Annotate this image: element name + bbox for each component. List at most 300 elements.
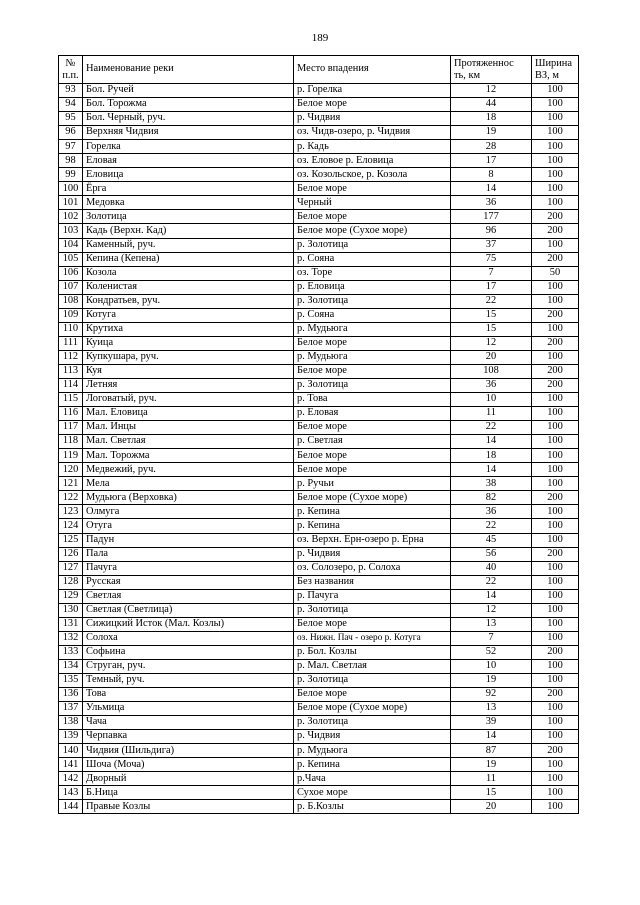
mouth-place-cell: Сухое море [294,786,451,800]
row-number-cell: 97 [59,140,83,154]
table-row [59,786,579,800]
mouth-place-cell: р. Золотица [294,673,451,687]
table-row [59,98,579,112]
length-cell: 36 [451,505,532,519]
river-name-cell: Чача [83,716,294,730]
river-name-cell: Бол. Черный, руч. [83,112,294,126]
width-cell: 200 [532,645,579,659]
length-cell: 96 [451,224,532,238]
river-name-cell: Логоватый, руч. [83,393,294,407]
table-row [59,196,579,210]
width-cell: 200 [532,336,579,350]
mouth-place-cell: Белое море [294,98,451,112]
mouth-place-cell: Белое море [294,336,451,350]
row-number-cell: 99 [59,168,83,182]
row-number-cell: 131 [59,617,83,631]
width-cell: 100 [532,589,579,603]
length-cell: 92 [451,688,532,702]
row-number-cell: 98 [59,154,83,168]
width-cell: 100 [532,561,579,575]
table-row [59,449,579,463]
width-cell: 100 [532,449,579,463]
row-number-cell: 125 [59,533,83,547]
mouth-place-cell: оз. Козольское, р. Козола [294,168,451,182]
table-row [59,758,579,772]
mouth-place-cell: р. Золотица [294,716,451,730]
table-header-row [59,56,579,84]
table-row [59,266,579,280]
mouth-place-cell: р. Пачуга [294,589,451,603]
rivers-table [58,55,579,814]
mouth-place-cell: р. Това [294,393,451,407]
length-cell: 20 [451,350,532,364]
table-row [59,730,579,744]
table-row [59,210,579,224]
row-number-cell: 95 [59,112,83,126]
width-cell: 100 [532,182,579,196]
width-cell: 200 [532,378,579,392]
length-cell: 14 [451,589,532,603]
mouth-place-cell: р. Чидвия [294,112,451,126]
table-row [59,645,579,659]
length-cell: 15 [451,308,532,322]
table-row [59,350,579,364]
river-name-cell: Кондратьев, руч. [83,294,294,308]
row-number-cell: 132 [59,631,83,645]
width-cell: 100 [532,603,579,617]
length-cell: 177 [451,210,532,224]
mouth-place-cell: оз. Торе [294,266,451,280]
river-name-cell: Мал. Светлая [83,435,294,449]
river-name-cell: Коленистая [83,280,294,294]
row-number-cell: 96 [59,126,83,140]
table-row [59,673,579,687]
mouth-place-cell: р. Сояна [294,252,451,266]
width-cell: 100 [532,168,579,182]
length-cell: 7 [451,631,532,645]
header-river-name: Наименование реки [83,56,294,84]
width-cell: 50 [532,266,579,280]
width-cell: 200 [532,210,579,224]
river-name-cell: Мал. Еловица [83,407,294,421]
width-cell: 100 [532,196,579,210]
mouth-place-cell: р. Золотица [294,294,451,308]
header-number-line1: № [65,57,76,69]
width-cell: 200 [532,364,579,378]
river-name-cell: Темный, руч. [83,673,294,687]
river-name-cell: Верхняя Чидвия [83,126,294,140]
length-cell: 15 [451,322,532,336]
river-name-cell: Летняя [83,378,294,392]
table-body [59,84,579,814]
table-row [59,280,579,294]
header-number [59,56,83,84]
length-cell: 8 [451,168,532,182]
river-name-cell: Ульмица [83,702,294,716]
length-cell: 19 [451,758,532,772]
width-cell: 100 [532,350,579,364]
length-cell: 108 [451,364,532,378]
mouth-place-cell: р. Мал. Светлая [294,659,451,673]
mouth-place-cell: Белое море [294,449,451,463]
river-name-cell: Куя [83,364,294,378]
table-row [59,393,579,407]
mouth-place-cell: р. Бол. Козлы [294,645,451,659]
length-cell: 45 [451,533,532,547]
river-name-cell: Падун [83,533,294,547]
width-cell: 100 [532,772,579,786]
row-number-cell: 123 [59,505,83,519]
row-number-cell: 93 [59,84,83,98]
mouth-place-cell: р. Кепина [294,505,451,519]
row-number-cell: 120 [59,463,83,477]
length-cell: 75 [451,252,532,266]
mouth-place-cell: р. Чидвия [294,730,451,744]
mouth-place-cell: р. Кепина [294,758,451,772]
table-row [59,772,579,786]
row-number-cell: 94 [59,98,83,112]
row-number-cell: 106 [59,266,83,280]
width-cell: 100 [532,730,579,744]
river-name-cell: Светлая [83,589,294,603]
length-cell: 17 [451,280,532,294]
river-name-cell: Медвежий, руч. [83,463,294,477]
mouth-place-cell: р. Светлая [294,435,451,449]
length-cell: 22 [451,421,532,435]
table-row [59,238,579,252]
mouth-place-cell: Белое море (Сухое море) [294,224,451,238]
river-name-cell: Кепина (Кепена) [83,252,294,266]
length-cell: 56 [451,547,532,561]
width-cell: 100 [532,280,579,294]
mouth-place-cell: оз. Еловое р. Еловица [294,154,451,168]
row-number-cell: 143 [59,786,83,800]
row-number-cell: 138 [59,716,83,730]
table-row [59,421,579,435]
width-cell: 100 [532,505,579,519]
mouth-place-cell: Белое море [294,617,451,631]
row-number-cell: 105 [59,252,83,266]
river-name-cell: Купкушара, руч. [83,350,294,364]
width-cell: 100 [532,407,579,421]
mouth-place-cell: р. Кепина [294,519,451,533]
table-row [59,617,579,631]
river-name-cell: Олмуга [83,505,294,519]
mouth-place-cell: Белое море [294,182,451,196]
row-number-cell: 126 [59,547,83,561]
length-cell: 13 [451,617,532,631]
mouth-place-cell: Без названия [294,575,451,589]
mouth-place-cell: р. Кадь [294,140,451,154]
length-cell: 36 [451,196,532,210]
length-cell: 37 [451,238,532,252]
width-cell: 100 [532,575,579,589]
table-row [59,336,579,350]
length-cell: 14 [451,730,532,744]
row-number-cell: 113 [59,364,83,378]
row-number-cell: 129 [59,589,83,603]
table-row [59,477,579,491]
length-cell: 36 [451,378,532,392]
length-cell: 44 [451,98,532,112]
mouth-place-cell: р. Сояна [294,308,451,322]
table-row [59,140,579,154]
width-cell: 100 [532,519,579,533]
table-row [59,84,579,98]
length-cell: 40 [451,561,532,575]
row-number-cell: 115 [59,393,83,407]
row-number-cell: 103 [59,224,83,238]
river-name-cell: Еловая [83,154,294,168]
mouth-place-cell: Черный [294,196,451,210]
row-number-cell: 119 [59,449,83,463]
length-cell: 28 [451,140,532,154]
table-row [59,589,579,603]
mouth-place-cell: р. Мудьюга [294,350,451,364]
row-number-cell: 144 [59,800,83,814]
table-row [59,688,579,702]
length-cell: 19 [451,673,532,687]
row-number-cell: 110 [59,322,83,336]
table-row [59,126,579,140]
header-mouth-place: Место впадения [294,56,451,84]
length-cell: 14 [451,463,532,477]
mouth-place-cell: р. Мудьюга [294,322,451,336]
length-cell: 15 [451,786,532,800]
row-number-cell: 107 [59,280,83,294]
width-cell: 100 [532,533,579,547]
river-name-cell: Кадь (Верхн. Кад) [83,224,294,238]
header-length-line1: Протяженнос [454,57,514,69]
length-cell: 10 [451,393,532,407]
river-name-cell: Черпавка [83,730,294,744]
table-row [59,308,579,322]
mouth-place-cell: р. Б.Козлы [294,800,451,814]
river-name-cell: Правые Козлы [83,800,294,814]
river-name-cell: Пала [83,547,294,561]
river-name-cell: Медовка [83,196,294,210]
length-cell: 10 [451,659,532,673]
river-name-cell: Козола [83,266,294,280]
length-cell: 22 [451,294,532,308]
width-cell: 100 [532,800,579,814]
river-name-cell: Това [83,688,294,702]
width-cell: 200 [532,547,579,561]
width-cell: 100 [532,716,579,730]
table-row [59,491,579,505]
header-width [532,56,579,84]
length-cell: 82 [451,491,532,505]
width-cell: 100 [532,84,579,98]
river-name-cell: Мудьюга (Верховка) [83,491,294,505]
header-width-line1: Ширина [535,57,572,69]
mouth-place-cell: Белое море [294,364,451,378]
river-name-cell: Мал. Инцы [83,421,294,435]
row-number-cell: 127 [59,561,83,575]
table-row [59,519,579,533]
row-number-cell: 141 [59,758,83,772]
mouth-place-cell: р. Чидвия [294,547,451,561]
row-number-cell: 142 [59,772,83,786]
table-row [59,702,579,716]
mouth-place-cell: Белое море (Сухое море) [294,491,451,505]
length-cell: 87 [451,744,532,758]
length-cell: 18 [451,112,532,126]
header-length [451,56,532,84]
width-cell: 100 [532,154,579,168]
row-number-cell: 111 [59,336,83,350]
river-name-cell: Солоха [83,631,294,645]
mouth-place-cell: оз. Солозеро, р. Солоха [294,561,451,575]
river-name-cell: Русская [83,575,294,589]
mouth-place-cell: оз. Верхн. Ерн-озеро р. Ерна [294,533,451,547]
river-name-cell: Струган, руч. [83,659,294,673]
table-row [59,322,579,336]
width-cell: 200 [532,252,579,266]
table-row [59,154,579,168]
river-name-cell: Мал. Торожма [83,449,294,463]
length-cell: 20 [451,800,532,814]
width-cell: 100 [532,393,579,407]
width-cell: 100 [532,786,579,800]
table-row [59,378,579,392]
river-name-cell: Бол. Ручей [83,84,294,98]
river-name-cell: Каменный, руч. [83,238,294,252]
table-row [59,505,579,519]
header-width-line2: ВЗ, м [535,69,559,81]
row-number-cell: 116 [59,407,83,421]
table-row [59,182,579,196]
table-row [59,168,579,182]
length-cell: 22 [451,519,532,533]
length-cell: 11 [451,407,532,421]
row-number-cell: 130 [59,603,83,617]
table-row [59,716,579,730]
river-name-cell: Отуга [83,519,294,533]
row-number-cell: 133 [59,645,83,659]
width-cell: 200 [532,744,579,758]
width-cell: 100 [532,463,579,477]
width-cell: 100 [532,477,579,491]
row-number-cell: 109 [59,308,83,322]
table-row [59,800,579,814]
row-number-cell: 121 [59,477,83,491]
length-cell: 14 [451,435,532,449]
mouth-place-cell: р. Еловица [294,280,451,294]
length-cell: 12 [451,84,532,98]
mouth-place-cell: Белое море [294,688,451,702]
table-row [59,603,579,617]
width-cell: 200 [532,688,579,702]
width-cell: 100 [532,294,579,308]
row-number-cell: 136 [59,688,83,702]
table-row [59,561,579,575]
mouth-place-cell: р. Золотица [294,378,451,392]
row-number-cell: 100 [59,182,83,196]
table-row [59,575,579,589]
width-cell: 100 [532,322,579,336]
mouth-place-cell: Белое море [294,210,451,224]
width-cell: 100 [532,435,579,449]
mouth-place-cell: Белое море [294,463,451,477]
table-row [59,463,579,477]
row-number-cell: 124 [59,519,83,533]
river-name-cell: Чидвия (Шильдига) [83,744,294,758]
row-number-cell: 112 [59,350,83,364]
length-cell: 38 [451,477,532,491]
river-name-cell: Шоча (Моча) [83,758,294,772]
mouth-place-cell: р. Ручьи [294,477,451,491]
mouth-place-cell: оз. Нижн. Пач - озеро р. Котуга [294,631,451,645]
river-name-cell: Софьина [83,645,294,659]
mouth-place-cell: р. Горелка [294,84,451,98]
header-length-line2: ть, км [454,69,481,81]
width-cell: 200 [532,308,579,322]
length-cell: 13 [451,702,532,716]
table-row [59,252,579,266]
length-cell: 17 [451,154,532,168]
length-cell: 19 [451,126,532,140]
river-name-cell: Золотица [83,210,294,224]
width-cell: 100 [532,702,579,716]
river-name-cell: Светлая (Светлица) [83,603,294,617]
river-name-cell: Дворный [83,772,294,786]
length-cell: 18 [451,449,532,463]
table-row [59,294,579,308]
width-cell: 100 [532,140,579,154]
mouth-place-cell: оз. Чидв-озеро, р. Чидвия [294,126,451,140]
width-cell: 100 [532,617,579,631]
row-number-cell: 117 [59,421,83,435]
length-cell: 12 [451,336,532,350]
width-cell: 100 [532,238,579,252]
table-row [59,659,579,673]
table-row [59,533,579,547]
river-name-cell: Сижицкий Исток (Мал. Козлы) [83,617,294,631]
width-cell: 200 [532,224,579,238]
table-row [59,547,579,561]
table-row [59,224,579,238]
river-name-cell: Котуга [83,308,294,322]
mouth-place-cell: р. Мудьюга [294,744,451,758]
river-name-cell: Бол. Торожма [83,98,294,112]
row-number-cell: 135 [59,673,83,687]
row-number-cell: 101 [59,196,83,210]
length-cell: 12 [451,603,532,617]
mouth-place-cell: Белое море (Сухое море) [294,702,451,716]
river-name-cell: Б.Ница [83,786,294,800]
row-number-cell: 139 [59,730,83,744]
row-number-cell: 122 [59,491,83,505]
width-cell: 200 [532,491,579,505]
width-cell: 100 [532,112,579,126]
mouth-place-cell: р. Золотица [294,603,451,617]
table-row [59,744,579,758]
length-cell: 14 [451,182,532,196]
width-cell: 100 [532,126,579,140]
mouth-place-cell: р.Чача [294,772,451,786]
row-number-cell: 108 [59,294,83,308]
mouth-place-cell: Белое море [294,421,451,435]
row-number-cell: 114 [59,378,83,392]
width-cell: 100 [532,659,579,673]
width-cell: 100 [532,421,579,435]
mouth-place-cell: р. Золотица [294,238,451,252]
row-number-cell: 134 [59,659,83,673]
row-number-cell: 104 [59,238,83,252]
length-cell: 52 [451,645,532,659]
mouth-place-cell: р. Еловая [294,407,451,421]
